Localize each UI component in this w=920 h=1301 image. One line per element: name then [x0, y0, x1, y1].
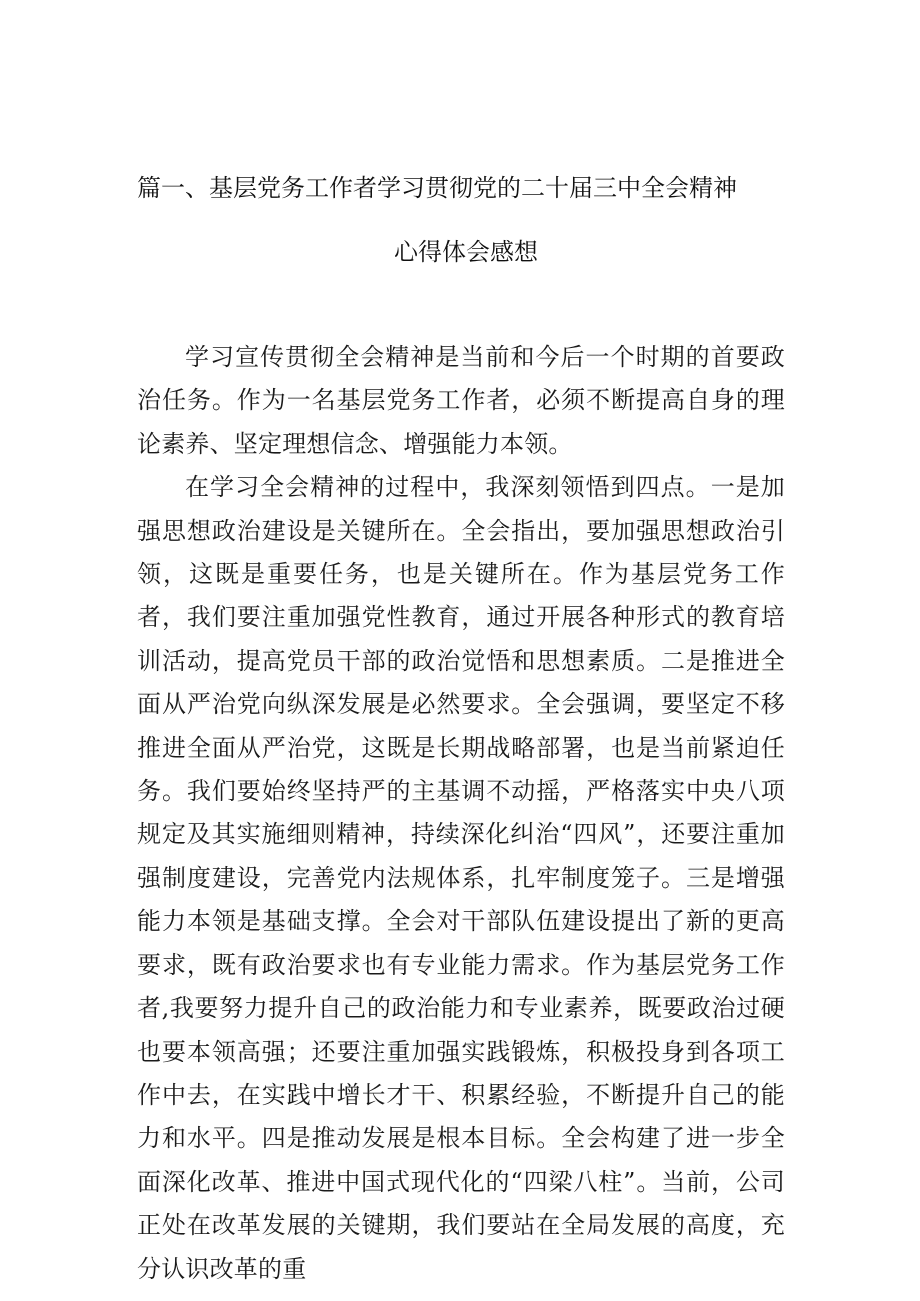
- document-title-line-1: 篇一、基层党务工作者学习贯彻党的二十届三中全会精神: [137, 174, 737, 202]
- document-body: [137, 336, 785, 1291]
- paragraph-1: 学习宣传贯彻全会精神是当前和今后一个时期的首要政治任务。作为一名基层党务工作者，必须不断提高自身的理论素养、坚定理想信念、增强能力本领。: [137, 343, 785, 458]
- paragraph-2: 在学习全会精神的过程中，我深刻领悟到四点。一是加强思想政治建设是关键所在。全会指出，要加强思想政治引领，这既是重要任务，也是关键所在。作为基层党务工作者，我们要注重加强党性教育，通过开展各种形式的教育培训活动，提高党员干部的政治觉悟和思想素质。二是推进全面从严治党向纵深发展是必然要求。全会强调，要坚定不移推进全面从严治党，这既是长期战略部署，也是当前紧迫任务。我们要始终坚持严的主基调不动摇，严格落实中央八项规定及其实施细则精神，持续深化纠治“四风”，还要注重加强制度建设，完善党内法规体系，扎牢制度笼子。三是增强能力本领是基础支撑。全会对干部队伍建设提出了新的更高要求，既有政治要求也有专业能力需求。作为基层党务工作者,我要努力提升自己的政治能力和专业素养，既要政治过硬也要本领高强；还要注重加强实践锻炼，积极投身到各项工作中去，在实践中增长才干、积累经验，不断提升自己的能力和水平。四是推动发展是根本目标。全会构建了进一步全面深化改革、推进中国式现代化的“四梁八柱”。当前，公司正处在改革发展的关键期，我们要站在全局发展的高度，充分认识改革的重: [137, 473, 785, 1283]
- document-title-line-2: 心得体会感想: [394, 238, 538, 266]
